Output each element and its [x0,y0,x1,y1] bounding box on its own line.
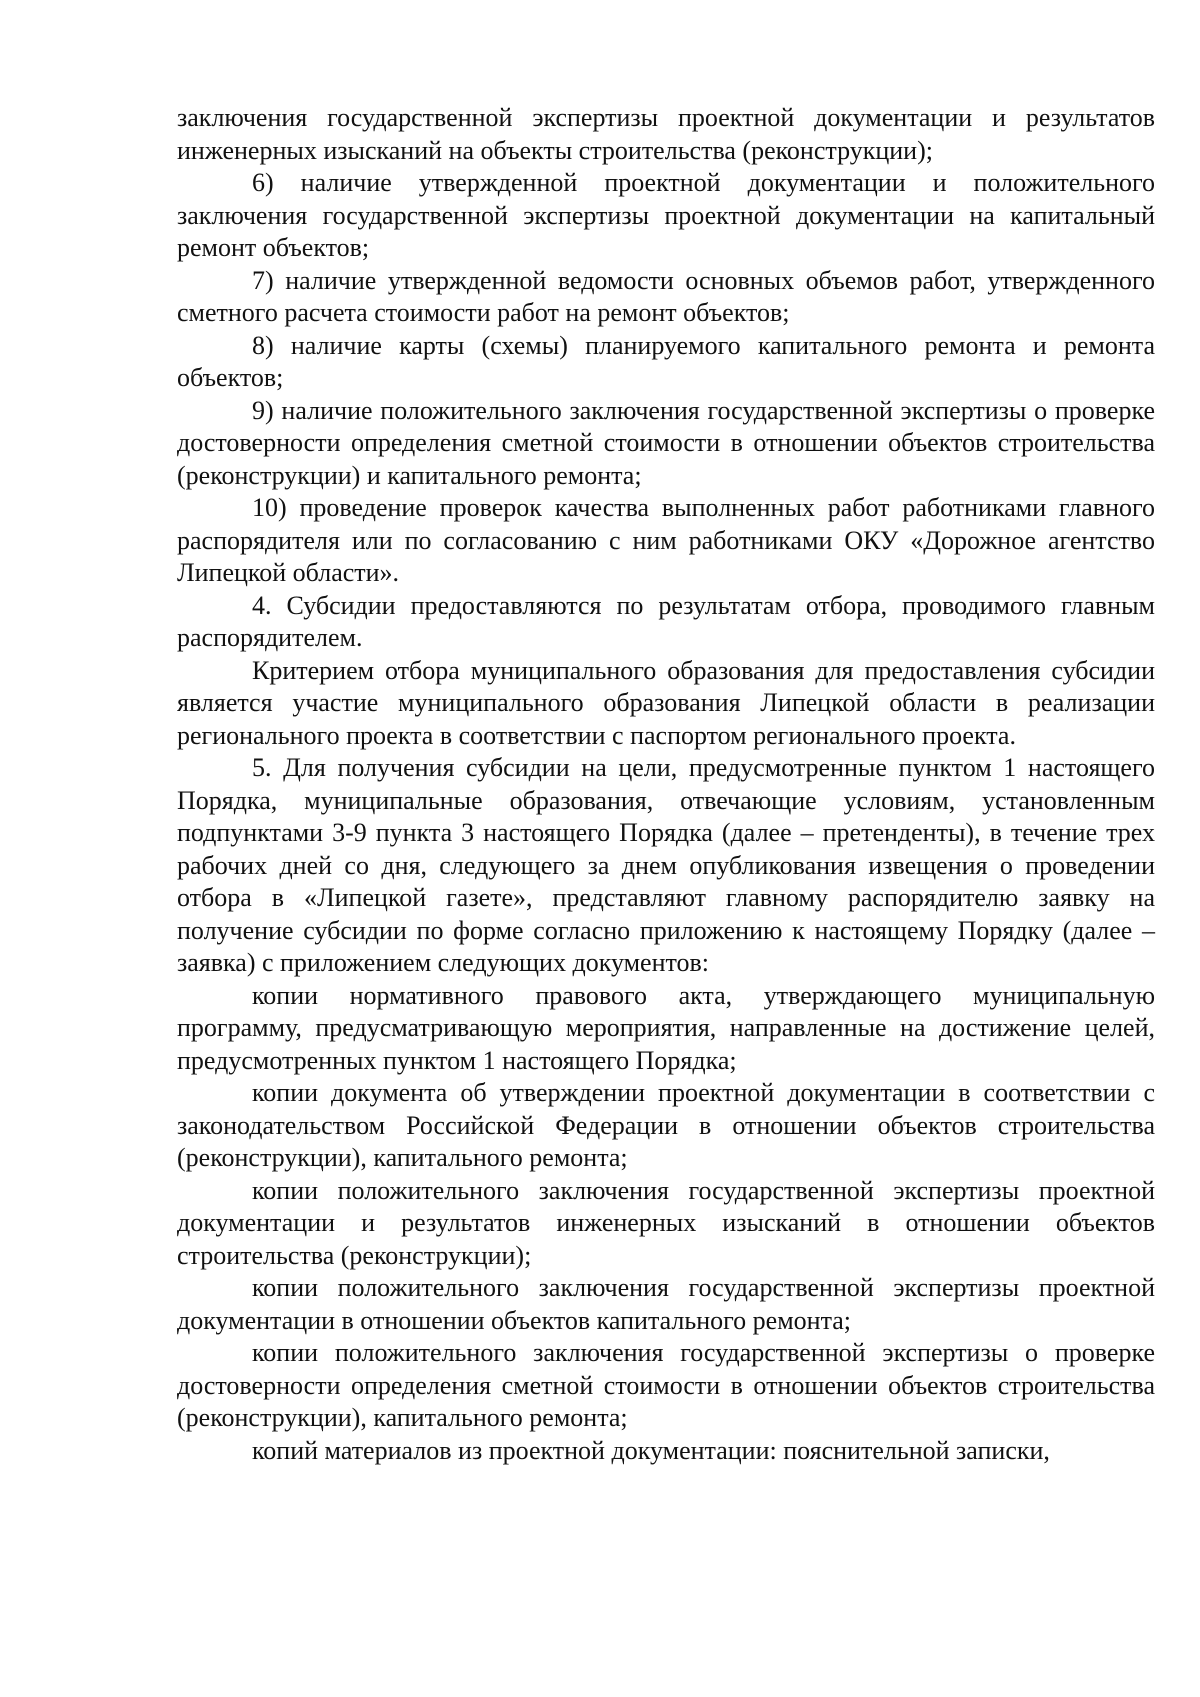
paragraph-8: Критерием отбора муниципального образования для предоставления субсидии является участие муниципального образования Липецкой области в реализации регионального проекта в соответствии с паспортом регионального проекта. [177,655,1155,750]
paragraph-13: копии положительного заключения государственной экспертизы проектной документации в отношении объектов капитального ремонта; [177,1273,1155,1335]
paragraph-14: копии положительного заключения государственной экспертизы о проверке достоверности определения сметной стоимости в отношении объектов строительства (реконструкции), капитального ремонта; [177,1338,1155,1432]
paragraph-5: 9) наличие положительного заключения государственной экспертизы о проверке достоверности определения сметной стоимости в отношении объектов строительства (реконструкции) и капитального ремонта; [177,395,1155,490]
paragraph-7: 4. Субсидии предоставляются по результатам отбора, проводимого главным распорядителем. [177,590,1155,652]
paragraph-6: 10) проведение проверок качества выполненных работ работниками главного распорядителя или по согласованию с ним работниками ОКУ «Дорожное агентство Липецкой области». [177,493,1155,587]
paragraph-9: 5. Для получения субсидии на цели, предусмотренные пунктом 1 настоящего Порядка, муниципальные образования, отвечающие условиям, установленным подпунктами 3-9 пункта 3 настоящего Порядка (далее – претенденты), в течение трех рабочих дней со дня, следующего за днем опубликования извещения о проведении отбора в «Липецкой газете», представляют главному распорядителю заявку на получение субсидии по форме согласно приложению к настоящему Порядку (далее – заявка) с приложением следующих документов: [177,753,1155,977]
paragraph-1: заключения государственной экспертизы проектной документации и результатов инженерных изысканий на объекты строительства (реконструкции); [177,103,1155,165]
paragraph-15: копий материалов из проектной документации: пояснительной записки, [252,1435,1050,1465]
paragraph-12: копии положительного заключения государственной экспертизы проектной документации и результатов инженерных изысканий в отношении объектов строительства (реконструкции); [177,1175,1155,1270]
paragraph-3: 7) наличие утвержденной ведомости основных объемов работ, утвержденного сметного расчета стоимости работ на ремонт объектов; [177,265,1155,327]
paragraph-4: 8) наличие карты (схемы) планируемого капитального ремонта и ремонта объектов; [177,330,1155,392]
document-page [177,102,1155,1467]
paragraph-2: 6) наличие утвержденной проектной документации и положительного заключения государственной экспертизы проектной документации на капитальный ремонт объектов; [177,168,1155,262]
paragraph-10: копии нормативного правового акта, утверждающего муниципальную программу, предусматривающую мероприятия, направленные на достижение целей, предусмотренных пунктом 1 настоящего Порядка; [177,980,1155,1075]
paragraph-11: копии документа об утверждении проектной документации в соответствии с законодательством Российской Федерации в отношении объектов строительства (реконструкции), капитального ремонта; [177,1078,1155,1172]
